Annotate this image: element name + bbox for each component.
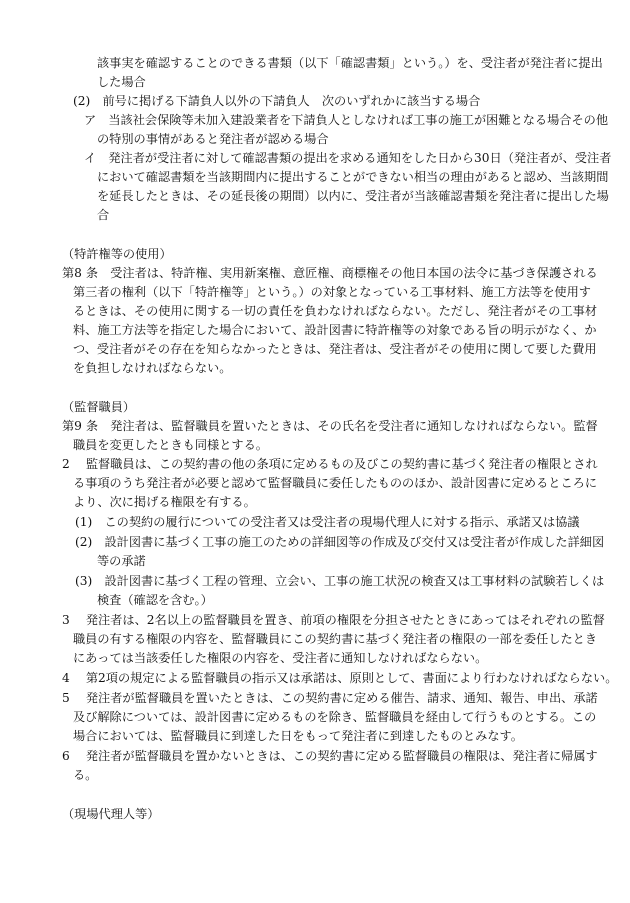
- text-line: イ 発注者が受注者に対して確認書類の提出を求める通知をした日から30日（発注者が、受注者: [84, 151, 612, 165]
- text-line: 等の承諾: [97, 554, 146, 568]
- text-line: 検査（確認を含む。）: [97, 593, 213, 607]
- text-line: る事項のうち発注者が必要と認めて監督職員に委任したもののほか、設計図書に定めるところに: [73, 476, 598, 490]
- text-line: 第9 条 発注者は、監督職員を置いたときは、その氏名を受注者に通知しなければならない。監督: [62, 419, 598, 433]
- text-line: つ、受注者がその存在を知らなかったときは、発注者は、受注者がその使用に関して要した費用: [73, 342, 597, 356]
- text-line: 6 発注者が監督職員を置かないときは、この契約書に定める監督職員の権限は、発注者に帰属す: [62, 749, 598, 763]
- text-line: 場合においては、監督職員に到達した日をもって発注者に到達したものとみなす。: [73, 729, 523, 743]
- text-line: (2) 前号に掲げる下請負人以外の下請負人 次のいずれかに該当する場合: [73, 94, 481, 108]
- text-line: 5 発注者が監督職員を置いたときは、この契約書に定める催告、請求、通知、報告、申出、承諾: [62, 691, 598, 705]
- text-line: にあっては当該委任した権限の内容を、受注者に通知しなければならない。: [73, 651, 488, 665]
- text-line: 第三者の権利（以下「特許権等」という。）の対象となっている工事材料、施工方法等を使用す: [73, 285, 591, 299]
- text-line: 料、施工方法等を指定した場合において、設計図書に特許権等の対象である旨の明示がなく、か: [73, 323, 597, 337]
- text-line: 職員を変更したときも同様とする。: [73, 438, 268, 452]
- text-line: の特別の事情があると発注者が認める場合: [97, 132, 329, 146]
- text-line: 2 監督職員は、この契約書の他の条項に定めるもの及びこの契約書に基づく発注者の権限とされ: [62, 457, 598, 471]
- text-line: （現場代理人等）: [62, 807, 160, 821]
- text-line: 該事実を確認することのできる書類（以下「確認書類」という。）を、受注者が発注者に提出: [97, 56, 603, 70]
- text-line: より、次に掲げる権限を有する。: [73, 495, 256, 509]
- text-line: 第8 条 受注者は、特許権、実用新案権、意匠権、商標権その他日本国の法令に基づき保護される: [62, 266, 598, 280]
- text-line: ア 当該社会保険等未加入建設業者を下請負人としなければ工事の施工が困難となる場合その他: [84, 113, 609, 127]
- text-line: 3 発注者は、2名以上の監督職員を置き、前項の権限を分担させたときにあってはそれぞれの監督: [62, 613, 605, 627]
- text-line: した場合: [97, 75, 146, 89]
- text-line: を負担しなければならない。: [73, 361, 232, 375]
- text-line: (3) 設計図書に基づく工程の管理、立会い、工事の施工状況の検査又は工事材料の試験若しくは: [75, 574, 605, 588]
- text-line: を延長したときは、その延長後の期間）以内に、受注者が当該確認書類を発注者に提出した場: [97, 189, 609, 203]
- text-line: において確認書類を当該期間内に提出することができない相当の理由があると認め、当該期間: [97, 170, 609, 184]
- text-line: 合: [97, 208, 110, 222]
- text-line: るときは、その使用に関する一切の責任を負わなければならない。ただし、発注者がその工事材: [73, 304, 598, 318]
- text-line: 職員の有する権限の内容を、監督職員にこの契約書に基づく発注者の権限の一部を委任したとき: [73, 632, 598, 646]
- text-line: (2) 設計図書に基づく工事の施工のための詳細図等の作成及び交付又は受注者が作成した詳細図: [75, 535, 605, 549]
- text-line: (1) この契約の履行についての受注者又は受注者の現場代理人に対する指示、承諾又は協議: [75, 515, 580, 529]
- text-line: 4 第2項の規定による監督職員の指示又は承諾は、原則として、書面により行わなければならない。: [62, 671, 618, 685]
- text-line: 及び解除については、設計図書に定めるものを除き、監督職員を経由して行うものとする。この: [73, 710, 597, 724]
- text-line: る。: [73, 768, 98, 782]
- text-line: （特許権等の使用）: [62, 247, 172, 261]
- text-line: （監督職員）: [62, 400, 136, 414]
